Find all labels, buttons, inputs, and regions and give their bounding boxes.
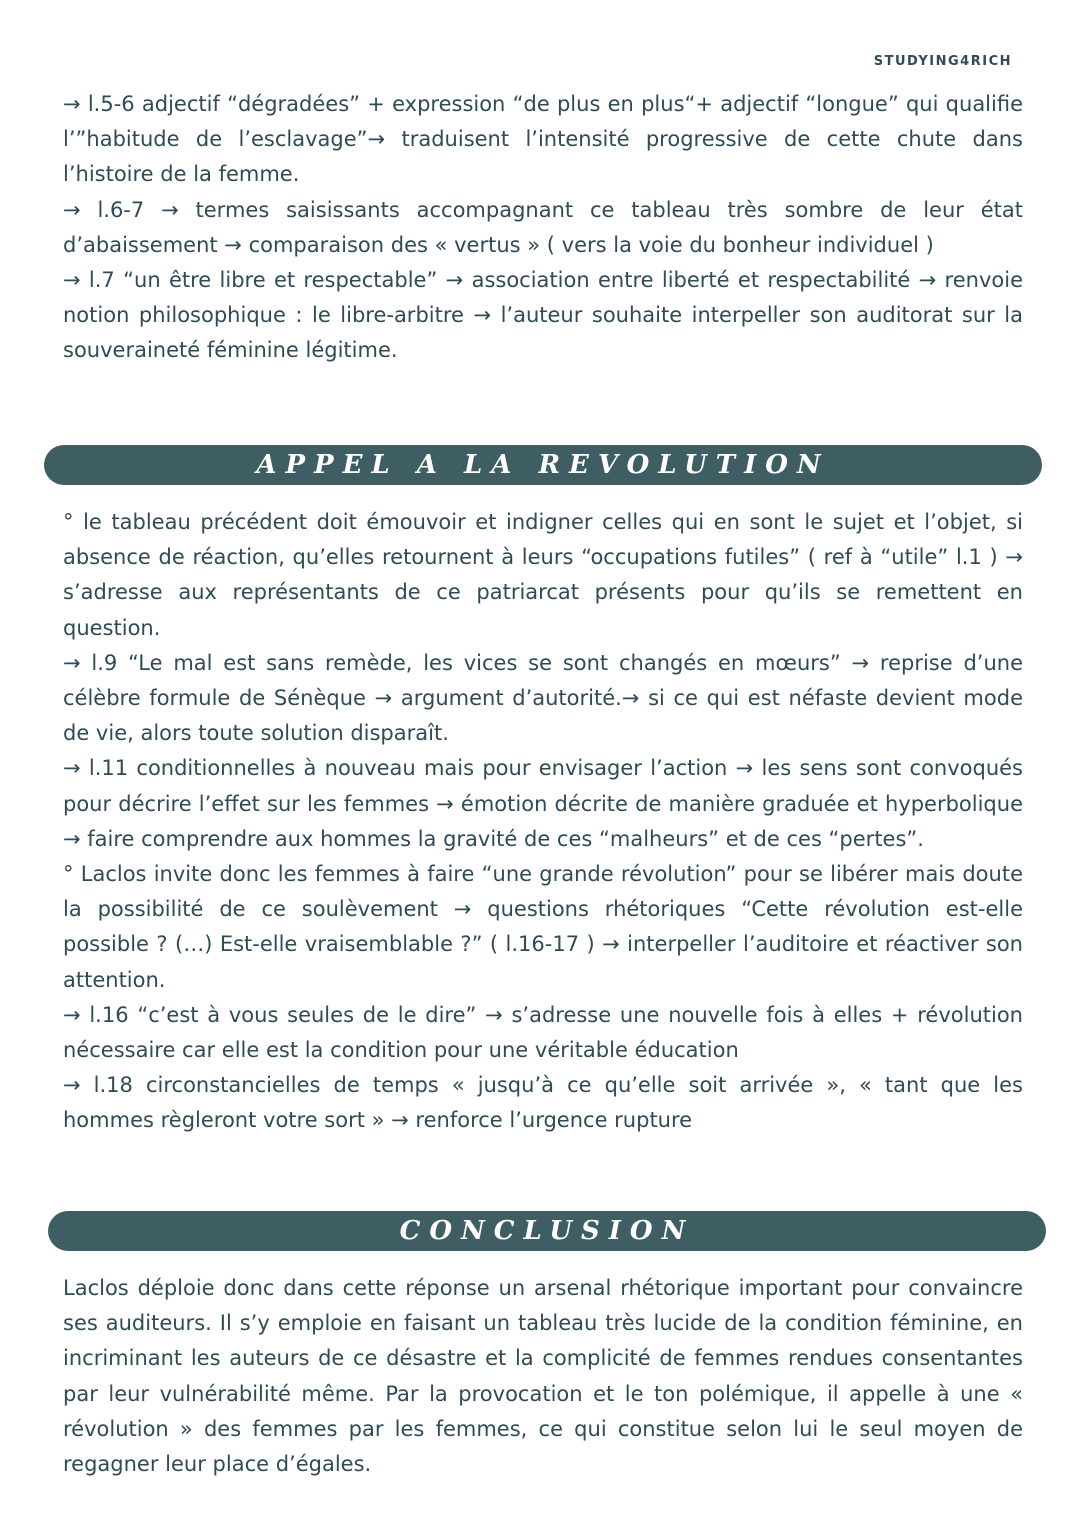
- section-banner-conclusion: [48, 1211, 1046, 1251]
- paragraph: → l.18 circonstancielles de temps « jusqu’à ce qu’elle soit arrivée », « tant que les hommes règleront votre sort » → renforce l’urgence rupture: [63, 1073, 1023, 1133]
- paragraph: ° Laclos invite donc les femmes à faire “une grande révolution” pour se libérer mais doute la possibilité de ce soulèvement → questions rhétoriques “Cette révolution est-elle possible ? (…) Est-elle vraisemblable ?” ( l.16-17 ) → interpeller l’auditoire et réactiver son attention.: [63, 862, 1023, 992]
- paragraph: ° le tableau précédent doit émouvoir et indigner celles qui en sont le sujet et l’objet, si absence de réaction, qu’elles retournent à leurs “occupations futiles” ( ref à “utile” l.1 ) → s’adresse aux représentants de ce patriarcat présents pour qu’ils se remettent en question.: [63, 510, 1023, 640]
- conclusion-block: [63, 1271, 1023, 1482]
- section-banner-revolution: [44, 445, 1042, 485]
- section-title: APPEL A LA REVOLUTION: [256, 450, 830, 480]
- intro-line: → l.5-6 adjectif “dégradées” + expression “de plus en plus“+ adjectif “longue” qui qualifie l’”habitude de l’esclavage”→ traduisent l’intensité progressive de cette chute dans l’histoire de la femme.: [63, 92, 1023, 187]
- paragraph: → l.9 “Le mal est sans remède, les vices se sont changés en mœurs” → reprise d’une célèbre formule de Sénèque → argument d’autorité.→ si ce qui est néfaste devient mode de vie, alors toute solution disparaît.: [63, 650, 1023, 746]
- paragraph: → l.16 “c’est à vous seules de le dire” → s’adresse une nouvelle fois à elles + révolution nécessaire car elle est la condition pour une véritable éducation: [63, 1002, 1023, 1063]
- intro-line: → l.6-7 → termes saisissants accompagnant ce tableau très sombre de leur état d’abaissement → comparaison des « vertus » ( vers la voie du bonheur individuel ): [63, 197, 1023, 257]
- paragraph: Laclos déploie donc dans cette réponse un arsenal rhétorique important pour convaincre ses auditeurs. Il s’y emploie en faisant un tableau très lucide de la condition féminine, en incriminant les auteurs de ce désastre et la complicité de femmes rendues consentantes par leur vulnérabilité même. Par la provocation et le ton polémique, il appelle à une « révolution » des femmes par les femmes, ce qui constitue selon lui le seul moyen de regagner leur place d’égales.: [63, 1276, 1023, 1477]
- paragraph: → l.11 conditionnelles à nouveau mais pour envisager l’action → les sens sont convoqués pour décrire l’effet sur les femmes → émotion décrite de manière graduée et hyperbolique → faire comprendre aux hommes la gravité de ces “malheurs” et de ces “pertes”.: [63, 756, 1023, 851]
- intro-block: [63, 87, 1023, 369]
- intro-line: → l.7 “un être libre et respectable” → association entre liberté et respectabilité → renvoie notion philosophique : le libre-arbitre → l’auteur souhaite interpeller son auditorat sur la souveraineté féminine légitime.: [63, 268, 1023, 363]
- brand-watermark: STUDYING4RICH: [873, 54, 1012, 69]
- revolution-block: [63, 505, 1023, 1139]
- section-title: CONCLUSION: [399, 1216, 695, 1246]
